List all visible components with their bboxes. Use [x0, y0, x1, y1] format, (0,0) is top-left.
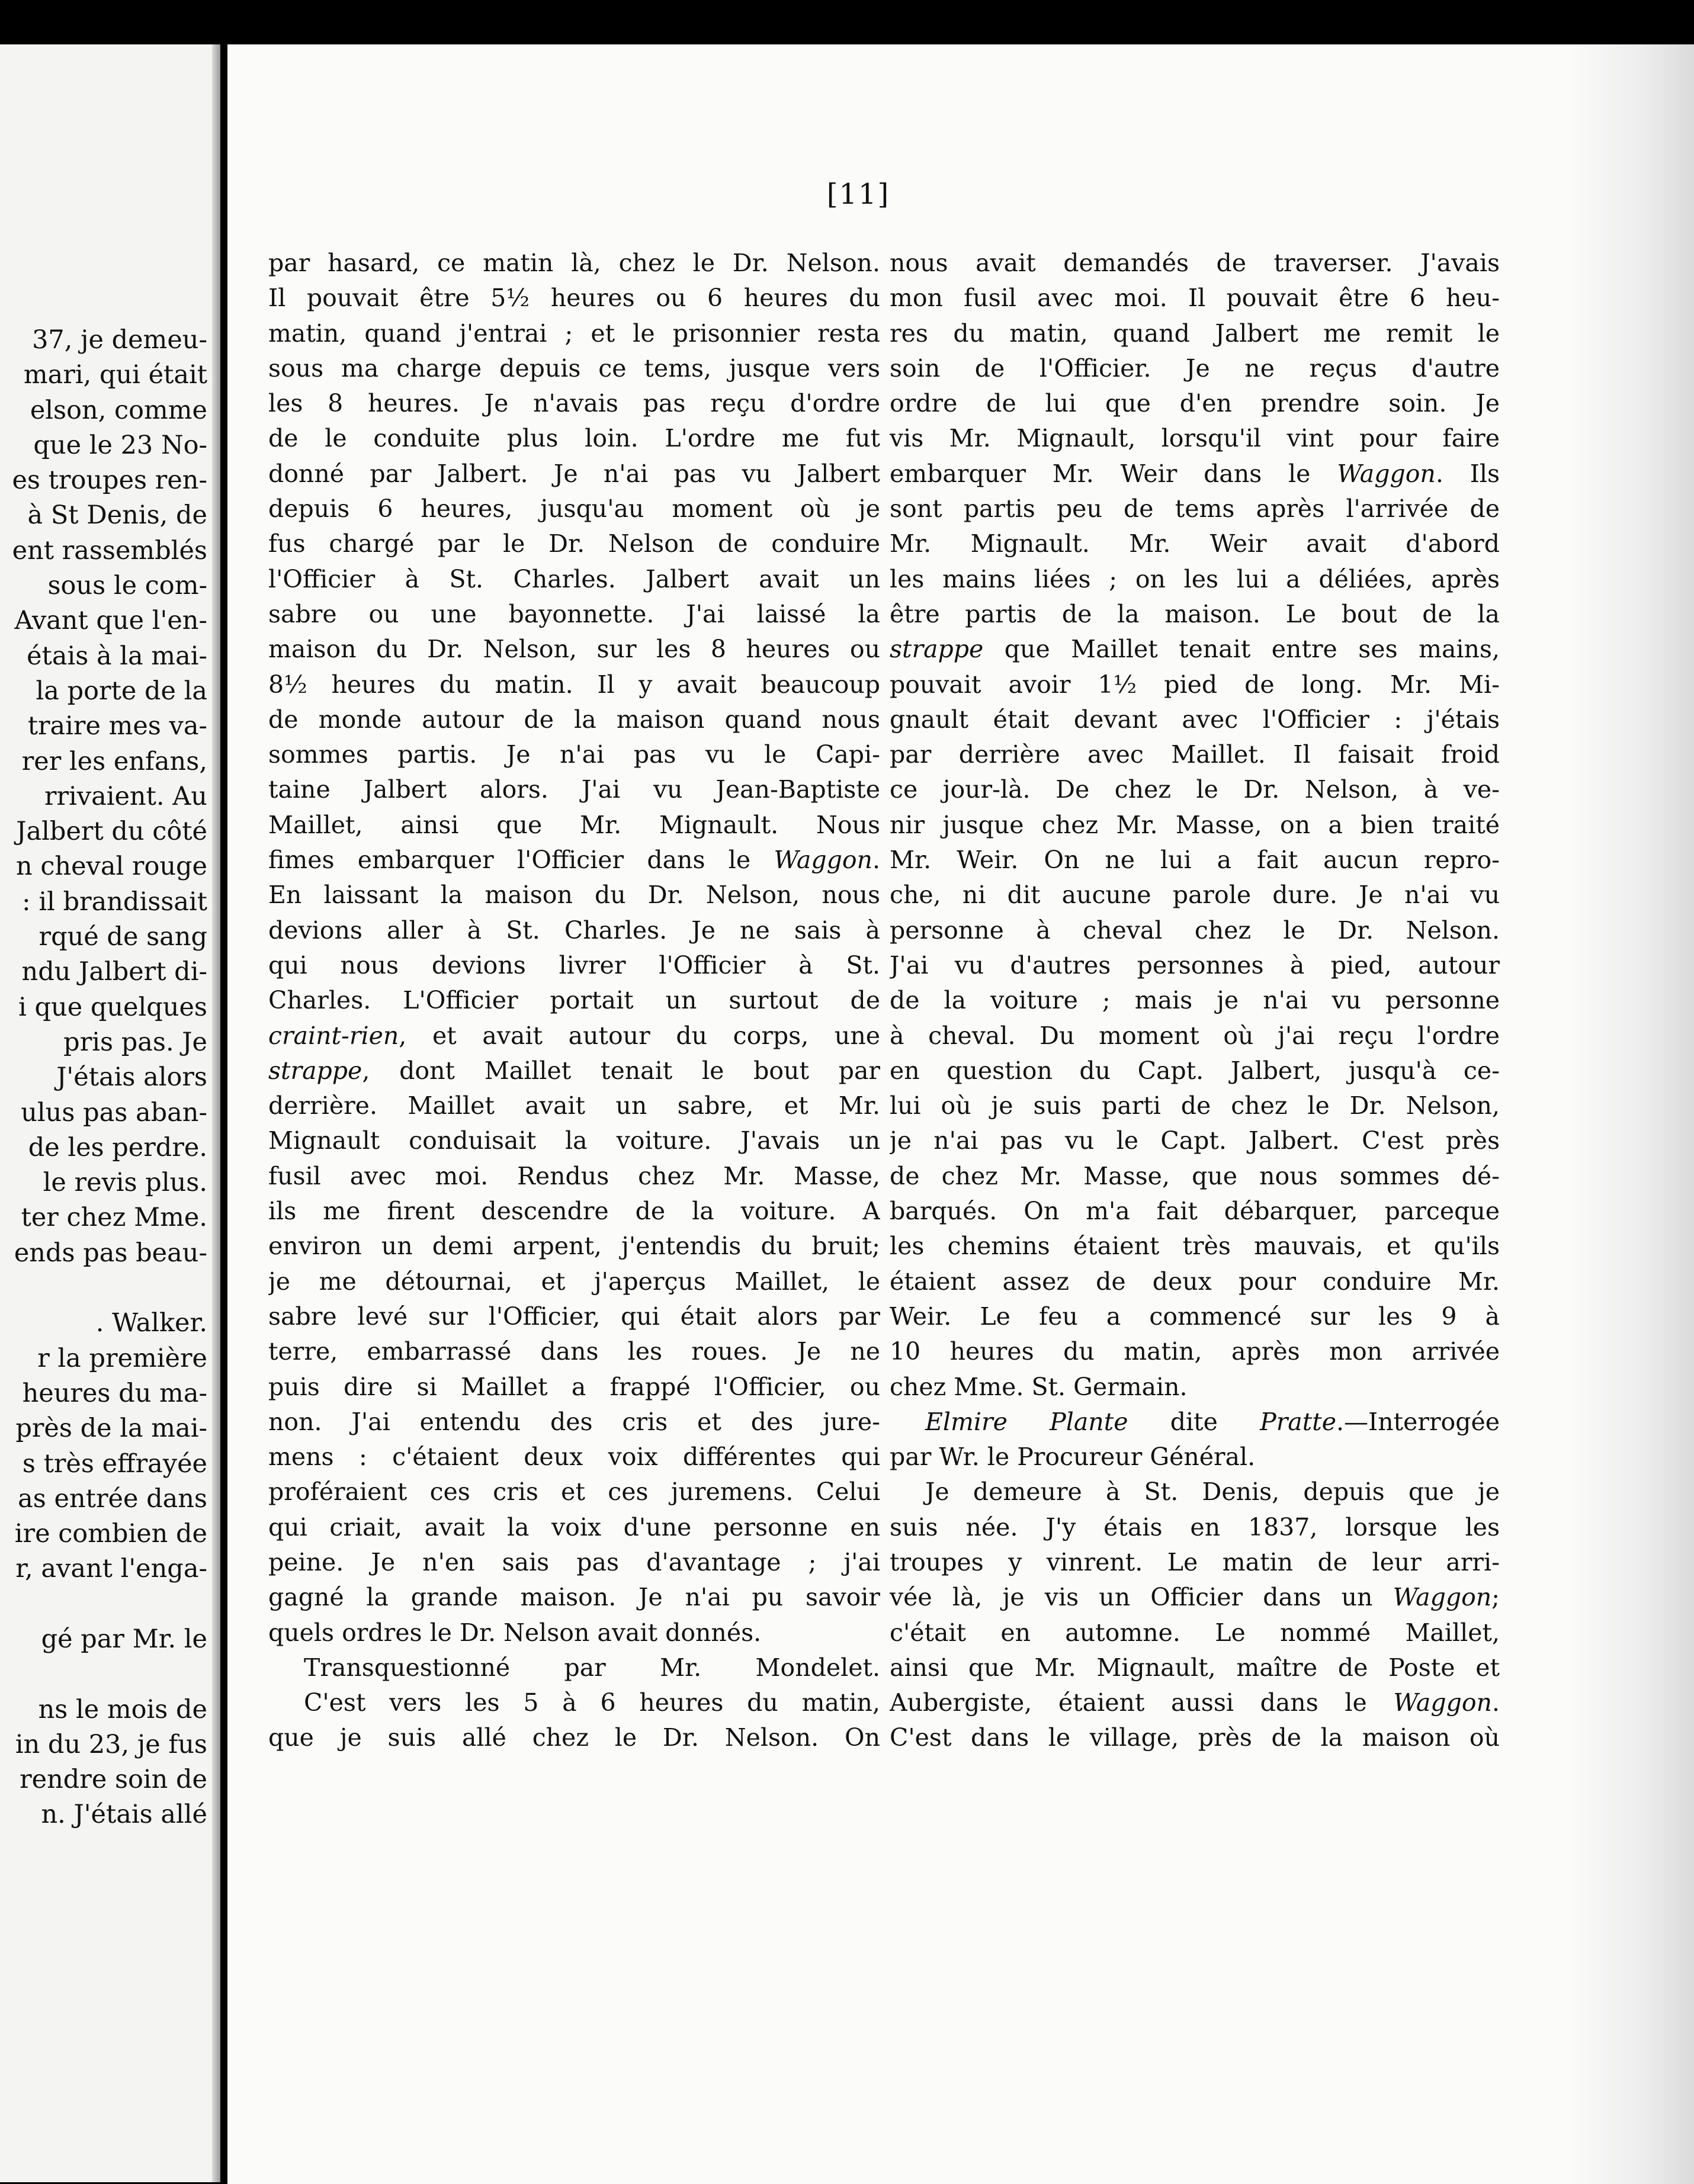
left-text-line: heures du ma-: [22, 1378, 207, 1408]
text-line: quels ordres le Dr. Nelson avait donnés.: [268, 1618, 762, 1647]
text-line: environ un demi arpent, j'entendis du bruit;: [268, 1232, 880, 1261]
text-line: personne à cheval chez le Dr. Nelson.: [890, 916, 1500, 945]
text-line: C'est dans le village, près de la maison où: [890, 1723, 1500, 1752]
text-line: Weir. Le feu a commencé sur les 9 à: [890, 1302, 1500, 1331]
text-line: vis Mr. Mignault, lorsqu'il vint pour faire: [890, 424, 1500, 453]
left-text-line: que le 23 No-: [33, 430, 207, 460]
text-line: chez Mme. St. Germain.: [890, 1372, 1188, 1401]
text-line: c'était en automne. Le nommé Maillet,: [890, 1618, 1500, 1647]
text-line: que je suis allé chez le Dr. Nelson. On: [268, 1723, 880, 1752]
text-line: gagné la grande maison. Je n'ai pu savoir: [268, 1583, 880, 1612]
text-line: soin de l'Officier. Je ne reçus d'autre: [890, 354, 1500, 383]
left-text-line: n cheval rouge: [15, 852, 207, 882]
text-line: fimes embarquer l'Officier dans le Waggon.: [268, 846, 880, 875]
text-line: en question du Capt. Jalbert, jusqu'à ce-: [890, 1056, 1500, 1085]
text-line: C'est vers les 5 à 6 heures du matin,: [304, 1688, 880, 1717]
left-text-line: elson, comme: [30, 395, 207, 425]
text-line: ce jour-là. De chez le Dr. Nelson, à ve-: [890, 775, 1500, 804]
text-line: de le conduite plus loin. L'ordre me fut: [268, 424, 880, 453]
text-line: 8½ heures du matin. Il y avait beaucoup: [268, 670, 880, 699]
left-text-line: Jalbert du côté: [16, 817, 207, 847]
left-text-line: ent rassemblés: [12, 535, 207, 566]
text-line: matin, quand j'entrai ; et le prisonnier resta: [268, 319, 880, 348]
left-text-line: s très effrayée: [22, 1448, 207, 1479]
book-gutter: [212, 44, 220, 2182]
text-line: ainsi que Mr. Mignault, maître de Poste et: [890, 1653, 1500, 1682]
text-line: troupes y vinrent. Le matin de leur arri-: [890, 1547, 1500, 1576]
left-text-line: Avant que l'en-: [14, 606, 207, 636]
left-text-line: rendre soin de: [20, 1765, 207, 1795]
left-text-line: [0, 1587, 207, 1622]
text-line: Il pouvait être 5½ heures ou 6 heures du: [268, 284, 880, 313]
text-line: craint-rien, et avait autour du corps, une: [268, 1021, 880, 1050]
text-line: proféraient ces cris et ces juremens. Celui: [268, 1478, 880, 1507]
text-line: En laissant la maison du Dr. Nelson, nous: [268, 881, 880, 910]
text-line: strappe que Maillet tenait entre ses mains,: [890, 635, 1500, 664]
left-text-line: n. J'étais allé: [41, 1800, 207, 1830]
text-line: sous ma charge depuis ce tems, jusque vers: [268, 354, 880, 383]
left-text-line: es troupes ren-: [12, 465, 207, 496]
left-text-line: près de la mai-: [15, 1414, 207, 1444]
left-text-line: rer les enfans,: [21, 746, 207, 776]
text-line: je me détournai, et j'aperçus Maillet, le: [268, 1267, 880, 1296]
text-line: terre, embarrassé dans les roues. Je ne: [268, 1337, 880, 1366]
left-text-line: in du 23, je fus: [15, 1729, 207, 1759]
text-line: embarquer Mr. Weir dans le Waggon. Ils: [890, 459, 1500, 488]
text-line: devions aller à St. Charles. Je ne sais à: [268, 916, 880, 945]
text-line: sabre levé sur l'Officier, qui était alors par: [268, 1302, 880, 1331]
left-text-line: as entrée dans: [18, 1483, 207, 1514]
left-text-line: de les perdre.: [28, 1132, 207, 1162]
text-line: maison du Dr. Nelson, sur les 8 heures ou: [268, 635, 880, 664]
text-line: mens : c'étaient deux voix différentes qui: [268, 1443, 880, 1472]
text-line: par derrière avec Maillet. Il faisait froid: [890, 740, 1500, 769]
text-line: être partis de la maison. Le bout de la: [890, 599, 1500, 628]
text-line: par hasard, ce matin là, chez le Dr. Nelson.: [268, 249, 880, 277]
text-line: peine. Je n'en sais pas d'avantage ; j'ai: [268, 1547, 880, 1576]
text-line: je n'ai pas vu le Capt. Jalbert. C'est près: [890, 1126, 1500, 1155]
text-line: fusil avec moi. Rendus chez Mr. Masse,: [268, 1161, 880, 1190]
text-line: taine Jalbert alors. J'ai vu Jean-Baptiste: [268, 775, 880, 804]
text-line: Aubergiste, étaient aussi dans le Waggon.: [890, 1688, 1500, 1717]
text-line: sommes partis. Je n'ai pas vu le Capi-: [268, 740, 880, 769]
left-page: [0, 44, 220, 2182]
text-line: vée là, je vis un Officier dans un Waggon;: [890, 1583, 1500, 1612]
text-line: Mr. Mignault. Mr. Weir avait d'abord: [890, 529, 1500, 558]
text-line: depuis 6 heures, jusqu'au moment où je: [268, 494, 880, 523]
text-line: étaient assez de deux pour conduire Mr.: [890, 1267, 1500, 1296]
text-line: res du matin, quand Jalbert me remit le: [890, 319, 1500, 348]
text-column-1: [268, 246, 880, 1756]
text-line: de chez Mr. Masse, que nous sommes dé-: [890, 1161, 1500, 1190]
page-edge-shadow: [1570, 44, 1694, 2184]
left-text-line: rrivaient. Au: [44, 781, 207, 811]
text-line: par Wr. le Procureur Général.: [890, 1443, 1256, 1472]
left-text-line: ends pas beau-: [14, 1238, 207, 1268]
text-line: Charles. L'Officier portait un surtout de: [268, 986, 880, 1015]
left-text-line: [0, 1271, 207, 1306]
text-line: nous avait demandés de traverser. J'avais: [890, 249, 1500, 277]
left-text-line: ns le mois de: [38, 1694, 207, 1724]
text-line: puis dire si Maillet a frappé l'Officier, ou: [268, 1372, 880, 1401]
text-line: Maillet, ainsi que Mr. Mignault. Nous: [268, 810, 880, 839]
left-text-line: ulus pas aban-: [21, 1097, 207, 1128]
left-text-line: à St Denis, de: [27, 500, 207, 531]
left-text-line: ter chez Mme.: [21, 1203, 207, 1233]
left-text-line: ndu Jalbert di-: [21, 957, 207, 987]
left-text-line: rqué de sang: [38, 922, 207, 952]
text-line: strappe, dont Maillet tenait le bout par: [268, 1056, 880, 1085]
left-text-line: r la première: [37, 1343, 207, 1373]
text-line: de la voiture ; mais je n'ai vu personne: [890, 986, 1500, 1015]
left-text-line: J'étais alors: [56, 1062, 207, 1093]
text-line: les mains liées ; on les lui a déliées, après: [890, 564, 1500, 593]
text-line: che, ni dit aucune parole dure. Je n'ai vu: [890, 881, 1500, 910]
left-text-line: pris pas. Je: [63, 1027, 207, 1057]
left-text-line: sous le com-: [47, 571, 207, 601]
text-line: sabre ou une bayonnette. J'ai laissé la: [268, 599, 880, 628]
left-text-line: étais à la mai-: [27, 641, 207, 671]
text-line: suis née. J'y étais en 1837, lorsque les: [890, 1512, 1500, 1541]
text-line: Mignault conduisait la voiture. J'avais un: [268, 1126, 880, 1155]
text-column-2: [890, 246, 1500, 1756]
text-line: Transquestionné par Mr. Mondelet.: [304, 1653, 880, 1682]
text-line: lui où je suis parti de chez le Dr. Nelson,: [890, 1091, 1500, 1120]
left-text-line: . Walker.: [95, 1308, 207, 1338]
text-line: J'ai vu d'autres personnes à pied, autour: [890, 950, 1500, 979]
left-text-line: [0, 1657, 207, 1692]
left-text-line: ire combien de: [14, 1519, 207, 1549]
page-number: [11]: [826, 178, 890, 211]
text-line: non. J'ai entendu des cris et des jure-: [268, 1407, 880, 1436]
left-text-line: la porte de la: [36, 676, 207, 706]
left-text-line: : il brandissait: [22, 887, 207, 917]
left-text-line: mari, qui était: [23, 360, 207, 390]
text-line: Mr. Weir. On ne lui a fait aucun repro-: [890, 846, 1500, 875]
text-line: qui nous devions livrer l'Officier à St.: [268, 950, 880, 979]
text-line: barqués. On m'a fait débarquer, parceque: [890, 1197, 1500, 1226]
text-line: ordre de lui que d'en prendre soin. Je: [890, 389, 1500, 418]
text-line: qui criait, avait la voix d'une personne en: [268, 1512, 880, 1541]
left-text-line: traire mes va-: [27, 711, 207, 741]
text-line: mon fusil avec moi. Il pouvait être 6 heu-: [890, 284, 1500, 313]
text-line: l'Officier à St. Charles. Jalbert avait un: [268, 564, 880, 593]
text-line: 10 heures du matin, après mon arrivée: [890, 1337, 1500, 1366]
left-text-line: le revis plus.: [43, 1168, 207, 1198]
text-line: à cheval. Du moment où j'ai reçu l'ordre: [890, 1021, 1500, 1050]
text-line: pouvait avoir 1½ pied de long. Mr. Mi-: [890, 670, 1500, 699]
text-line: Elmire Plante dite Pratte.—Interrogée: [925, 1407, 1500, 1436]
text-line: derrière. Maillet avait un sabre, et Mr.: [268, 1091, 880, 1120]
left-page-text: [0, 323, 207, 1833]
text-line: de monde autour de la maison quand nous: [268, 705, 880, 734]
text-line: gnault était devant avec l'Officier : j'étais: [890, 705, 1500, 734]
text-line: nir jusque chez Mr. Masse, on a bien traité: [890, 810, 1500, 839]
text-line: sont partis peu de tems après l'arrivée de: [890, 494, 1500, 523]
left-text-line: i que quelques: [18, 992, 207, 1022]
text-line: les 8 heures. Je n'avais pas reçu d'ordre: [268, 389, 880, 418]
text-line: Je demeure à St. Denis, depuis que je: [925, 1478, 1500, 1507]
left-text-line: r, avant l'enga-: [15, 1554, 207, 1584]
text-line: les chemins étaient très mauvais, et qu'ils: [890, 1232, 1500, 1261]
text-line: ils me firent descendre de la voiture. A: [268, 1197, 880, 1226]
text-line: donné par Jalbert. Je n'ai pas vu Jalbert: [268, 459, 880, 488]
text-line: fus chargé par le Dr. Nelson de conduire: [268, 529, 880, 558]
left-text-line: gé par Mr. le: [41, 1624, 207, 1654]
left-text-line: 37, je demeu-: [32, 325, 207, 355]
right-page: [227, 44, 1694, 2184]
